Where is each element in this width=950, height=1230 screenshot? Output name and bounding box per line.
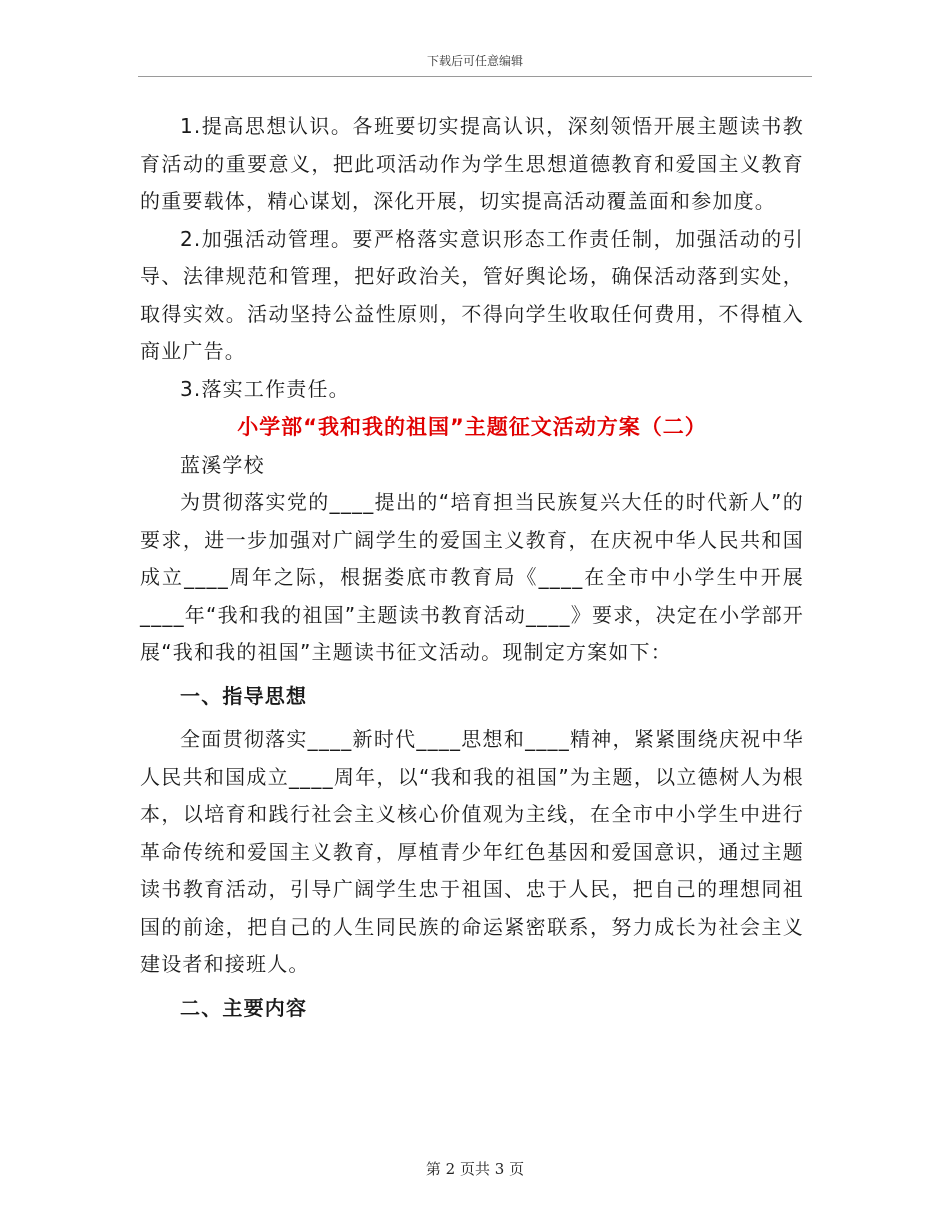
document-body bbox=[140, 108, 804, 1033]
paragraph-3: 3.落实工作责任。 bbox=[180, 376, 350, 401]
paragraph-2: 2.加强活动管理。要严格落实意识形态工作责任制，加强活动的引导、法律规范和管理，把好政治关，管好舆论场，确保活动落到实处，取得实效。活动坚持公益性原则，不得向学生收取任何费用，不得植入商业广告。 bbox=[140, 226, 804, 363]
page-header: 下载后可任意编辑 bbox=[426, 54, 523, 68]
section-heading-2: 二、主要内容 bbox=[180, 995, 308, 1020]
school-name: 蓝溪学校 bbox=[180, 452, 265, 477]
header-divider bbox=[138, 76, 812, 77]
section-body-1: 全面贯彻落实____新时代____思想和____精神，紧紧围绕庆祝中华人民共和国成立____周年，以“我和我的祖国”为主题，以立德树人为根本，以培育和践行社会主义核心价值观为主线，在全市中小学生中进行革命传统和爱国主义教育，厚植青少年红色基因和爱国意识，通过主题读书教育活动，引导广阔学生忠于祖国、忠于人民，把自己的理想同祖国的前途，把自己的人生同民族的命运紧密联系，努力成长为社会主义建设者和接班人。 bbox=[140, 727, 804, 976]
intro-paragraph: 为贯彻落实党的____提出的“培育担当民族复兴大任的时代新人”的要求，进一步加强对广阔学生的爱国主义教育，在庆祝中华人民共和国成立____周年之际，根据娄底市教育局《____在全市中小学生中开展____年“我和我的祖国”主题读书教育活动____》要求，决定在小学部开展“我和我的祖国”主题读书征文活动。现制定方案如下： bbox=[140, 490, 804, 664]
document-title: 小学部“我和我的祖国”主题征文活动方案（二） bbox=[237, 415, 707, 439]
section-heading-1: 一、指导思想 bbox=[180, 683, 308, 708]
page-footer: 第 2 页共 3 页 bbox=[425, 1160, 525, 1178]
paragraph-1: 1.提高思想认识。各班要切实提高认识，深刻领悟开展主题读书教育活动的重要意义，把此项活动作为学生思想道德教育和爱国主义教育的重要载体，精心谋划，深化开展，切实提高活动覆盖面和参加度。 bbox=[140, 114, 804, 213]
